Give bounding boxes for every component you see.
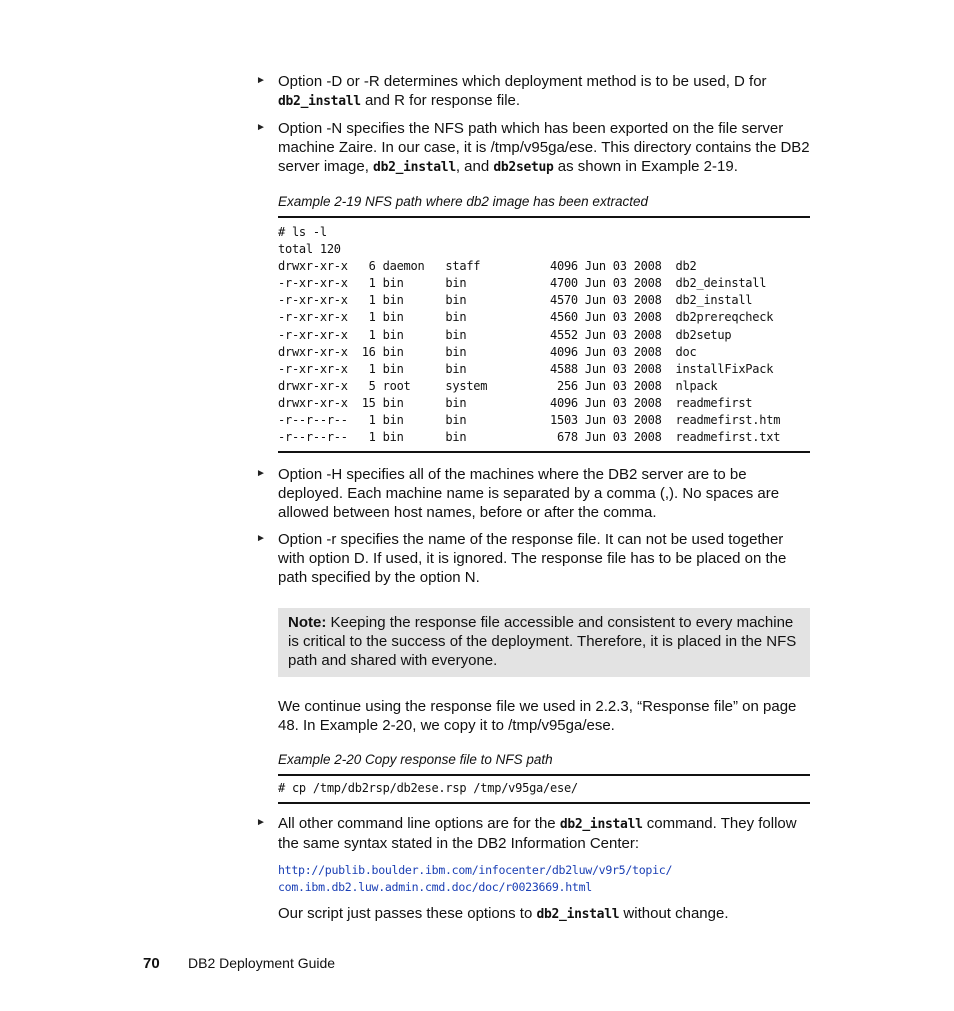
code-line: # cp /tmp/db2rsp/db2ese.rsp /tmp/v95ga/ese/: [278, 781, 578, 796]
bullet-text: Option -H specifies all of the machines where the DB2 server are to be deployed. Each machine name is separated by a comma (,). No spaces are allowed between host names, before or after the comma.: [278, 466, 780, 522]
code-line: drwxr-xr-x 5 root system 256 Jun 03 2008 nlpack: [278, 378, 718, 393]
bullet-text: Option -N specifies the NFS path which has been exported on the file server machine Zaire. In our case, it is /tmp/v95ga/ese. This directory contains the DB2 server image,: [278, 120, 810, 175]
inline-code: db2_install: [278, 94, 361, 109]
page-number: 70: [143, 955, 160, 972]
inline-code: db2_install: [536, 907, 620, 923]
bullet-marker-icon: ►: [256, 75, 266, 86]
body-paragraph-script: [278, 904, 810, 924]
page-footer: [143, 954, 336, 973]
bullet-text: All other command line options are for the: [278, 815, 560, 833]
bullet-option-h: [256, 465, 810, 522]
example-2-20-code-block: [278, 774, 810, 804]
note-text: Keeping the response file accessible and consistent to every machine is critical to the success of the deployment. Therefore, it is placed in the NFS path and shared with everyone.: [288, 614, 797, 670]
inline-code: db2_install: [559, 817, 643, 833]
example-2-19-caption: Example 2-19 NFS path where db2 image has been extracted: [278, 194, 648, 209]
bullet-text: command. They follow the same syntax stated in the DB2 Information Center:: [278, 815, 797, 853]
bullet-marker-icon: ►: [256, 533, 266, 545]
paragraph-text: without change.: [619, 905, 729, 923]
bullet-text: as shown in Example 2-19.: [553, 158, 738, 175]
bullet-text: Option -D or -R determines which deployment method is to be used, D for: [278, 73, 767, 90]
link-line-1[interactable]: http://publib.boulder.ibm.com/infocenter/db2luw/v9r5/topic/: [278, 863, 673, 878]
bullet-text: Option -r specifies the name of the response file. It can not be used together with option D. If used, it is ignored. The response file has to be placed on the path specified by the option N.: [278, 531, 787, 587]
info-center-link[interactable]: [278, 862, 810, 895]
code-line: -r--r--r-- 1 bin bin 1503 Jun 03 2008 readmefirst.htm: [278, 413, 781, 428]
bullet-other-options: [256, 814, 810, 853]
note-label: Note:: [288, 614, 327, 632]
body-paragraph: We continue using the response file we used in 2.2.3, “Response file” on page 48. In Example 2-20, we copy it to /tmp/v95ga/ese.: [278, 698, 797, 735]
bullet-option-r: [256, 530, 810, 587]
code-line: -r-xr-xr-x 1 bin bin 4552 Jun 03 2008 db2setup: [278, 327, 732, 342]
code-line: # ls -l: [278, 225, 327, 239]
bullet-marker-icon: ►: [256, 468, 266, 480]
bullet-option-d-r: [256, 72, 810, 111]
code-line: -r-xr-xr-x 1 bin bin 4588 Jun 03 2008 installFixPack: [278, 361, 774, 376]
book-title: DB2 Deployment Guide: [188, 955, 336, 971]
code-line: -r-xr-xr-x 1 bin bin 4560 Jun 03 2008 db2prereqcheck: [278, 310, 774, 325]
code-line: total 120: [278, 242, 341, 257]
code-line: -r--r--r-- 1 bin bin 678 Jun 03 2008 readmefirst.txt: [278, 430, 781, 445]
bullet-marker-icon: ►: [256, 817, 266, 829]
page-content: [256, 72, 810, 924]
code-line: -r-xr-xr-x 1 bin bin 4700 Jun 03 2008 db2_deinstall: [278, 276, 767, 291]
code-line: drwxr-xr-x 16 bin bin 4096 Jun 03 2008 doc: [278, 344, 697, 359]
bullet-option-n: [256, 119, 810, 177]
bullet-marker-icon: ►: [256, 122, 266, 133]
code-line: drwxr-xr-x 6 daemon staff 4096 Jun 03 2008 db2: [278, 259, 697, 274]
example-2-20-caption: Example 2-20 Copy response file to NFS path: [278, 752, 553, 768]
note-box: [278, 608, 810, 677]
bullet-text: , and: [455, 158, 494, 175]
bullet-text: and R for response file.: [360, 92, 521, 109]
code-line: -r-xr-xr-x 1 bin bin 4570 Jun 03 2008 db2_install: [278, 293, 753, 308]
code-line: drwxr-xr-x 15 bin bin 4096 Jun 03 2008 readmefirst: [278, 395, 753, 410]
paragraph-text: Our script just passes these options to: [278, 905, 537, 923]
example-2-19-code-block: [278, 216, 810, 453]
inline-code: db2setup: [493, 160, 554, 175]
link-line-2[interactable]: com.ibm.db2.luw.admin.cmd.doc/doc/r0023669.html: [278, 879, 592, 894]
inline-code: db2_install: [373, 160, 456, 175]
